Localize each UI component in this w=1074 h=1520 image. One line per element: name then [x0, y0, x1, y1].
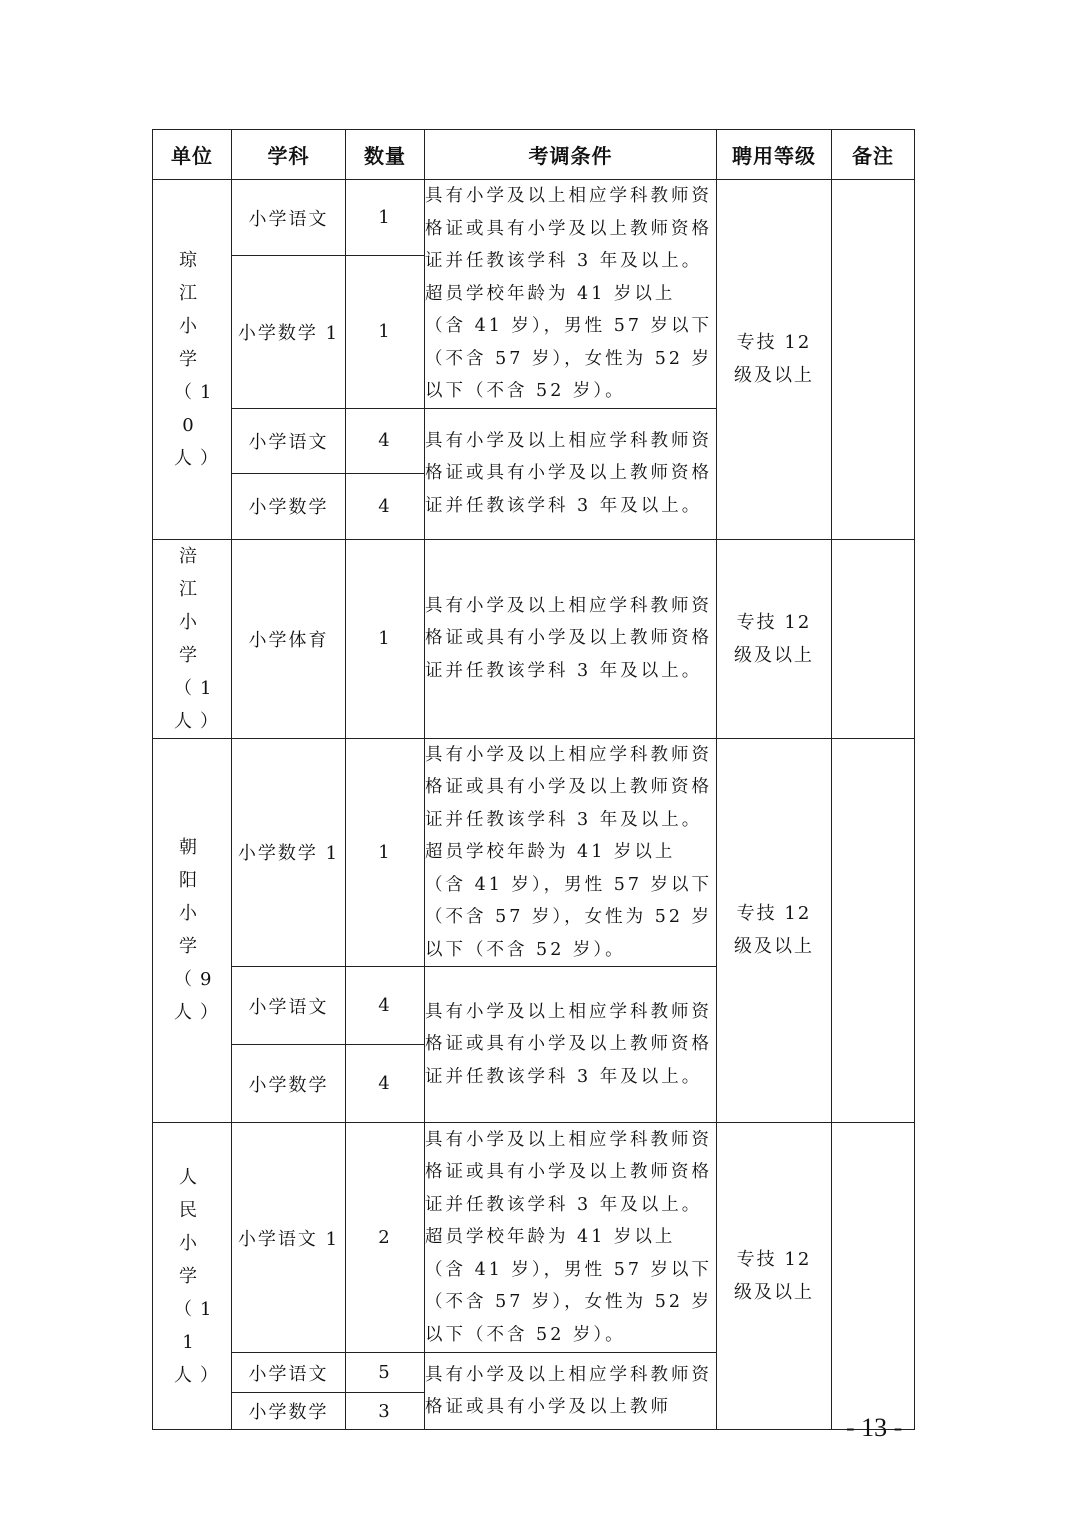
header-count: 数量: [346, 130, 425, 180]
note-cell: [832, 1123, 915, 1430]
note-cell: [832, 539, 915, 738]
subject-cell: 小学语文: [232, 967, 346, 1045]
count-cell: 1: [346, 256, 425, 408]
count-cell: 4: [346, 1045, 425, 1123]
grade-cell: 专技 12 级及以上: [717, 738, 832, 1123]
subject-cell: 小学语文: [232, 1353, 346, 1393]
recruitment-table: [152, 129, 915, 1430]
count-cell: 1: [346, 180, 425, 256]
table-row: [153, 1123, 915, 1353]
header-unit: 单位: [153, 130, 232, 180]
count-cell: 1: [346, 539, 425, 738]
table-row: [153, 180, 915, 256]
subject-cell: 小学体育: [232, 539, 346, 738]
conditions-cell: 具有小学及以上相应学科教师资格证或具有小学及以上教师资格证并任教该学科 3 年及以上。: [425, 539, 717, 738]
unit-cell: 朝阳小学（9人）: [153, 738, 232, 1123]
conditions-cell: 具有小学及以上相应学科教师资格证或具有小学及以上教师资格证并任教该学科 3 年及以上。超员学校年龄为 41 岁以上（含 41 岁），男性 57 岁以下（不含 57 岁），女性为 52 岁以下（不含 52 岁）。: [425, 180, 717, 409]
table-row: [153, 539, 915, 738]
note-cell: [832, 738, 915, 1123]
grade-cell: 专技 12 级及以上: [717, 539, 832, 738]
header-note: 备注: [832, 130, 915, 180]
header-row: [153, 130, 915, 180]
grade-cell: 专技 12 级及以上: [717, 1123, 832, 1430]
unit-cell: 琼江小学（10人）: [153, 180, 232, 540]
count-cell: 4: [346, 967, 425, 1045]
count-cell: 1: [346, 738, 425, 967]
subject-cell: 小学数学: [232, 1045, 346, 1123]
subject-cell: 小学数学: [232, 473, 346, 539]
conditions-cell: 具有小学及以上相应学科教师资格证或具有小学及以上教师资格证并任教该学科 3 年及以上。超员学校年龄为 41 岁以上（含 41 岁），男性 57 岁以下（不含 57 岁），女性为 52 岁以下（不含 52 岁）。: [425, 1123, 717, 1353]
conditions-cell: 具有小学及以上相应学科教师资格证或具有小学及以上教师资格证并任教该学科 3 年及以上。超员学校年龄为 41 岁以上（含 41 岁），男性 57 岁以下（不含 57 岁），女性为 52 岁以下（不含 52 岁）。: [425, 738, 717, 967]
grade-cell: 专技 12 级及以上: [717, 180, 832, 540]
unit-cell: 人民小学（11人）: [153, 1123, 232, 1430]
conditions-cell: 具有小学及以上相应学科教师资格证或具有小学及以上教师: [425, 1353, 717, 1430]
subject-cell: 小学数学: [232, 1393, 346, 1430]
count-cell: 4: [346, 473, 425, 539]
note-cell: [832, 180, 915, 540]
count-cell: 2: [346, 1123, 425, 1353]
page-number: - 13 -: [846, 1413, 903, 1442]
header-conditions: 考调条件: [425, 130, 717, 180]
subject-cell: 小学语文 1: [232, 1123, 346, 1353]
count-cell: 5: [346, 1353, 425, 1393]
conditions-cell: 具有小学及以上相应学科教师资格证或具有小学及以上教师资格证并任教该学科 3 年及以上。: [425, 408, 717, 539]
header-subject: 学科: [232, 130, 346, 180]
count-cell: 4: [346, 408, 425, 473]
subject-cell: 小学语文: [232, 180, 346, 256]
subject-cell: 小学数学 1: [232, 738, 346, 967]
subject-cell: 小学数学 1: [232, 256, 346, 408]
header-grade: 聘用等级: [717, 130, 832, 180]
table-row: [153, 738, 915, 967]
count-cell: 3: [346, 1393, 425, 1430]
subject-cell: 小学语文: [232, 408, 346, 473]
unit-cell: 涪江小学（1人）: [153, 539, 232, 738]
conditions-cell: 具有小学及以上相应学科教师资格证或具有小学及以上教师资格证并任教该学科 3 年及以上。: [425, 967, 717, 1123]
